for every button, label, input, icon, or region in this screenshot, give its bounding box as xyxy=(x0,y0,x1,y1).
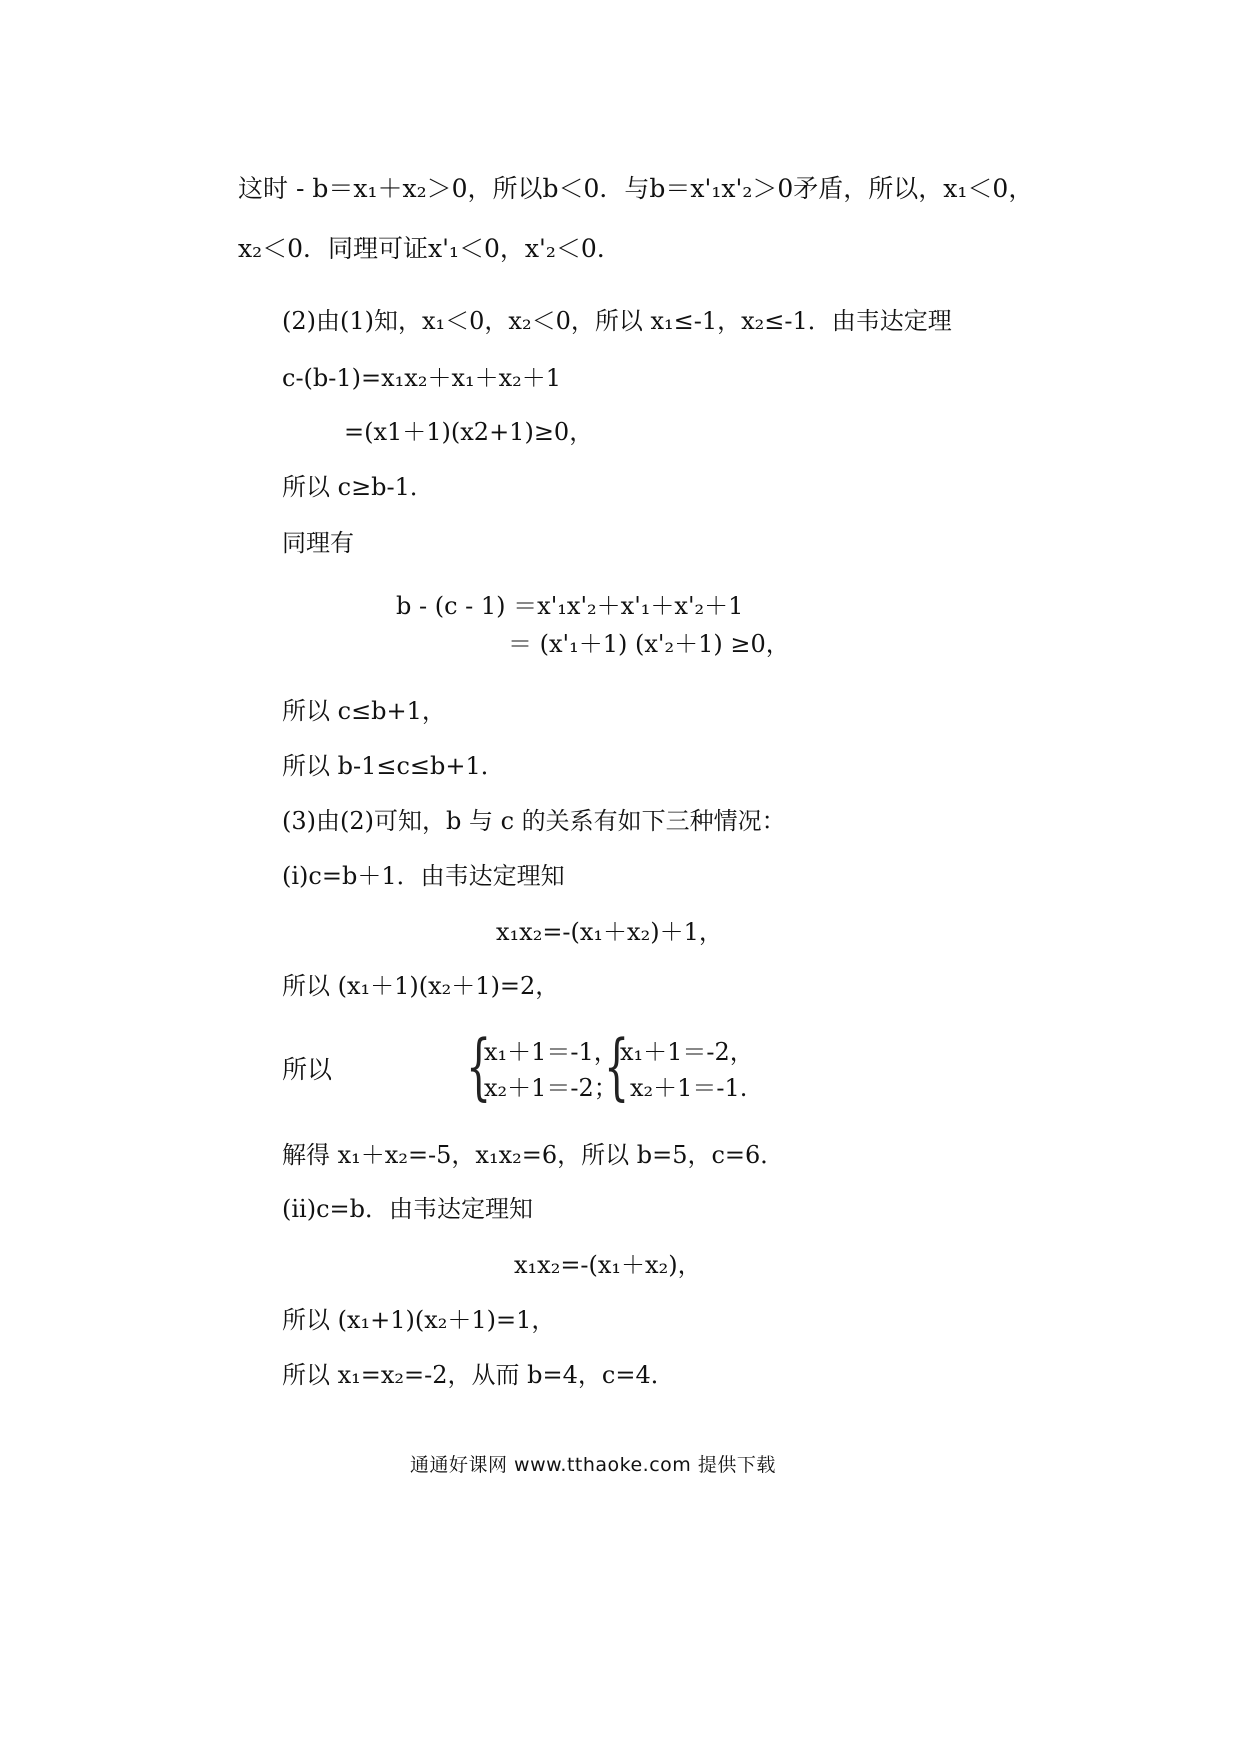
left-brace-1: { xyxy=(466,1024,492,1108)
text-line-12: (i)c=b＋1．由韦达定理知 xyxy=(282,862,565,890)
text-line-15-label: 所以 xyxy=(282,1055,333,1084)
system-2-eq-2: x₂＋1＝-1. xyxy=(630,1074,748,1102)
system-2-eq-1: x₁＋1＝-2， xyxy=(620,1038,754,1066)
text-line-17: (ii)c=b．由韦达定理知 xyxy=(282,1195,533,1223)
equation-line-8b: ＝ (x'₁＋1) (x'₂＋1) ≥0， xyxy=(508,630,790,658)
text-line-19: 所以 (x₁+1)(x₂＋1)=1， xyxy=(282,1306,556,1334)
equation-line-8a: b - (c - 1) ＝x'₁x'₂＋x'₁＋x'₂＋1 xyxy=(396,592,744,620)
text-line-2: x₂＜0．同理可证x'₁＜0，x'₂＜0． xyxy=(238,234,622,263)
text-line-1: 这时 - b＝x₁＋x₂＞0，所以b＜0．与b＝x'₁x'₂＞0矛盾，所以，x₁＜0， xyxy=(238,174,1034,203)
text-line-20: 所以 x₁=x₂=-2，从而 b=4，c=4． xyxy=(282,1361,675,1389)
text-line-5: =(x1＋1)(x2+1)≥0， xyxy=(344,418,594,446)
text-line-4: c-(b-1)=x₁x₂＋x₁＋x₂＋1 xyxy=(282,364,562,392)
text-line-14: 所以 (x₁＋1)(x₂＋1)=2， xyxy=(282,972,560,1000)
text-line-16: 解得 x₁＋x₂=-5，x₁x₂=6，所以 b=5，c=6． xyxy=(282,1141,785,1169)
text-line-6: 所以 c≥b-1． xyxy=(282,473,434,501)
text-line-3: (2)由(1)知，x₁＜0，x₂＜0，所以 x₁≤-1，x₂≤-1．由韦达定理 xyxy=(282,307,952,335)
text-line-10: 所以 b-1≤c≤b+1． xyxy=(282,752,505,780)
system-1-eq-2: x₂＋1＝-2； xyxy=(484,1074,618,1102)
footer-credit: 通通好课网 www.tthaoke.com 提供下载 xyxy=(410,1454,776,1476)
text-line-9: 所以 c≤b+1， xyxy=(282,697,446,725)
equation-line-18: x₁x₂=-(x₁＋x₂)， xyxy=(514,1251,702,1279)
left-brace-2: { xyxy=(604,1024,630,1108)
equation-line-13: x₁x₂=-(x₁＋x₂)＋1， xyxy=(496,918,723,946)
text-line-11: (3)由(2)可知，b 与 c 的关系有如下三种情况： xyxy=(282,807,786,835)
text-line-7: 同理有 xyxy=(282,529,354,557)
system-1-eq-1: x₁＋1＝-1， xyxy=(484,1038,618,1066)
